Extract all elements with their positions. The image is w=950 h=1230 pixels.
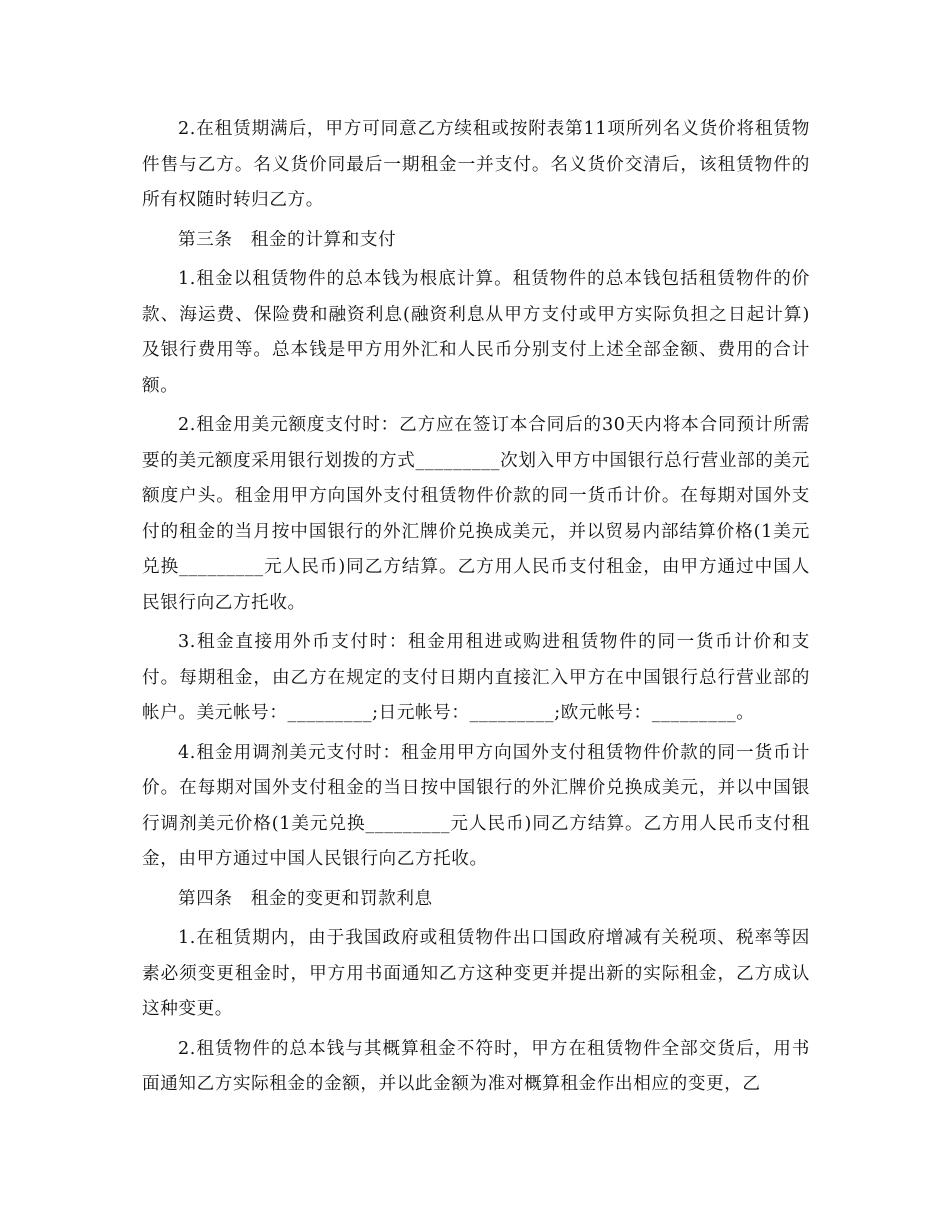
article-3-clause-4-paragraph: 4.租金用调剂美元支付时：租金用甲方向国外支付租赁物件价款的同一货币计价。在每期对国外支付租金的当日按中国银行的外汇牌价兑换成美元，并以中国银行调剂美元价格(1美元兑换_________元人民币)同乙方结算。乙方用人民币支付租金，由甲方通过中国人民银行向乙方托收。 [142,742,810,869]
article-3-clause-3-paragraph: 3.租金直接用外币支付时：租金用租进或购进租赁物件的同一货币计价和支付。每期租金，由乙方在规定的支付日期内直接汇入甲方在中国银行总行营业部的帐户。美元帐号：_________;日元帐号：_________;欧元帐号：_________。 [142,632,810,723]
article-4-clause-1-paragraph: 1.在租赁期内，由于我国政府或租赁物件出口国政府增减有关税项、税率等因素必须变更租金时，甲方用书面通知乙方这种变更并提出新的实际租金，乙方成认这种变更。 [142,928,810,1019]
article-3-clause-1-paragraph: 1.租金以租赁物件的总本钱为根底计算。租赁物件的总本钱包括租赁物件的价款、海运费、保险费和融资利息(融资利息从甲方支付或甲方实际负担之日起计算)及银行费用等。总本钱是甲方用外汇和人民币分别支付上述全部金额、费用的合计额。 [142,269,810,396]
clause-2-renewal-paragraph: 2.在租赁期满后，甲方可同意乙方续租或按附表第11项所列名义货价将租赁物件售与乙方。名义货价同最后一期租金一并支付。名义货价交清后，该租赁物件的所有权随时转归乙方。 [142,119,810,210]
article-3-heading: 第三条 租金的计算和支付 [178,229,397,250]
document-page [142,112,810,1103]
article-4-heading: 第四条 租金的变更和罚款利息 [178,888,433,909]
article-3-clause-2-paragraph: 2.租金用美元额度支付时：乙方应在签订本合同后的30天内将本合同预计所需要的美元额度采用银行划拨的方式_________次划入甲方中国银行总行营业部的美元额度户头。租金用甲方向国外支付租赁物件价款的同一货币计价。在每期对国外支付的租金的当月按中国银行的外汇牌价兑换成美元，并以贸易内部结算价格(1美元兑换_________元人民币)同乙方结算。乙方用人民币支付租金，由甲方通过中国人民银行向乙方托收。 [142,415,810,613]
article-4-clause-2-paragraph: 2.租赁物件的总本钱与其概算租金不符时，甲方在租赁物件全部交货后，用书面通知乙方实际租金的金额，并以此金额为准对概算租金作出相应的变更，乙 [142,1038,810,1094]
